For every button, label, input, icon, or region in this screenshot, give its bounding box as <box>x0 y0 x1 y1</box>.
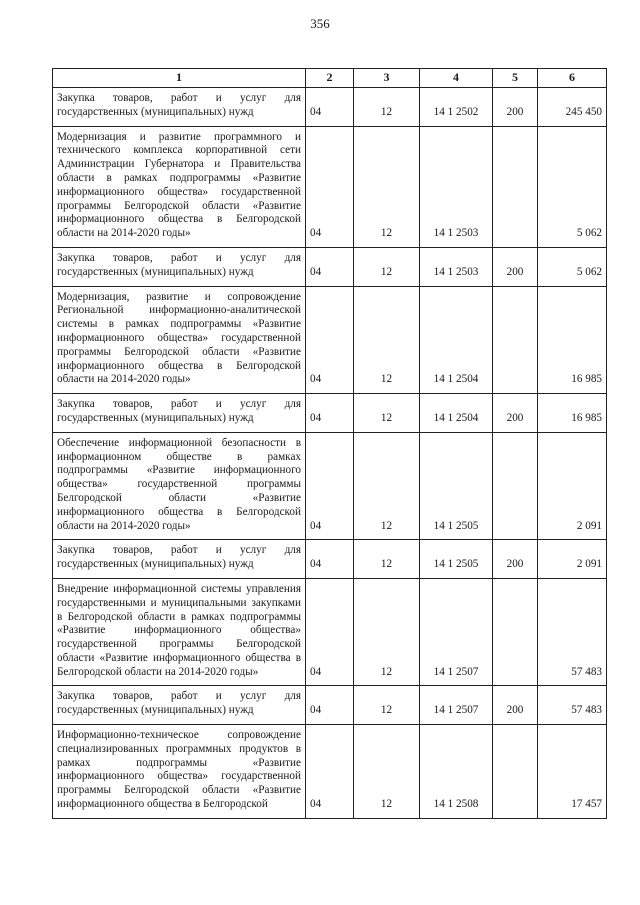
row-amount-cell: 245 450 <box>538 88 607 127</box>
row-subsection-cell: 12 <box>354 126 420 247</box>
row-name-cell: Закупка товаров, работ и услуг для государственных (муниципальных) нужд <box>53 540 306 579</box>
table-header-row <box>53 69 607 88</box>
table-row <box>53 578 607 686</box>
row-subsection-cell: 12 <box>354 578 420 686</box>
column-header-6: 6 <box>538 69 607 88</box>
row-expense-type-cell: 200 <box>493 540 538 579</box>
row-subsection-cell: 12 <box>354 286 420 394</box>
row-name-cell: Закупка товаров, работ и услуг для государственных (муниципальных) нужд <box>53 88 306 127</box>
row-subsection-cell: 12 <box>354 88 420 127</box>
table-row <box>53 394 607 433</box>
row-subsection-cell: 12 <box>354 686 420 725</box>
row-expense-type-cell: 200 <box>493 394 538 433</box>
row-expense-type-cell: 200 <box>493 88 538 127</box>
row-subsection-cell: 12 <box>354 394 420 433</box>
table-row <box>53 88 607 127</box>
row-section-cell: 04 <box>306 126 354 247</box>
row-section-cell: 04 <box>306 540 354 579</box>
row-subsection-cell: 12 <box>354 540 420 579</box>
row-target-article-cell: 14 1 2507 <box>420 578 493 686</box>
row-expense-type-cell <box>493 432 538 540</box>
row-section-cell: 04 <box>306 247 354 286</box>
row-expense-type-cell <box>493 578 538 686</box>
row-expense-type-cell <box>493 126 538 247</box>
row-name-cell: Обеспечение информационной безопасности в информационном обществе в рамках подпрограммы «Развитие информационного общества» государственной программы Белгородской области «Развитие информационного общества в Белгородской области на 2014-2020 годы» <box>53 432 306 540</box>
row-target-article-cell: 14 1 2504 <box>420 394 493 433</box>
row-section-cell: 04 <box>306 725 354 819</box>
table-row <box>53 247 607 286</box>
row-expense-type-cell <box>493 725 538 819</box>
row-name-cell: Модернизация, развитие и сопровождение Региональной информационно-аналитической системы в рамках подпрограммы «Развитие информационного общества» государственной программы Белгородской области «Развитие информационного общества в Белгородской области на 2014-2020 годы» <box>53 286 306 394</box>
row-name-cell: Информационно-техническое сопровождение специализированных программных продуктов в рамках подпрограммы «Развитие информационного общества» государственной программы Белгородской области «Развитие информационного общества в Белгородской <box>53 725 306 819</box>
row-expense-type-cell: 200 <box>493 247 538 286</box>
row-section-cell: 04 <box>306 286 354 394</box>
column-header-4: 4 <box>420 69 493 88</box>
row-target-article-cell: 14 1 2504 <box>420 286 493 394</box>
table-row <box>53 686 607 725</box>
row-amount-cell: 2 091 <box>538 432 607 540</box>
column-header-5: 5 <box>493 69 538 88</box>
row-subsection-cell: 12 <box>354 725 420 819</box>
row-target-article-cell: 14 1 2503 <box>420 247 493 286</box>
row-section-cell: 04 <box>306 88 354 127</box>
row-amount-cell: 5 062 <box>538 126 607 247</box>
row-amount-cell: 16 985 <box>538 394 607 433</box>
page-number: 356 <box>310 16 330 31</box>
table-row <box>53 540 607 579</box>
row-name-cell: Модернизация и развитие программного и технического комплекса корпоративной сети Администрации Губернатора и Правительства области в рамках подпрограммы «Развитие информационного общества» государственной программы Белгородской области «Развитие информационного общества в Белгородской области на 2014-2020 годы» <box>53 126 306 247</box>
row-expense-type-cell: 200 <box>493 686 538 725</box>
table-row <box>53 432 607 540</box>
row-subsection-cell: 12 <box>354 432 420 540</box>
row-amount-cell: 2 091 <box>538 540 607 579</box>
row-section-cell: 04 <box>306 578 354 686</box>
column-header-3: 3 <box>354 69 420 88</box>
row-target-article-cell: 14 1 2503 <box>420 126 493 247</box>
row-name-cell: Закупка товаров, работ и услуг для государственных (муниципальных) нужд <box>53 394 306 433</box>
column-header-1: 1 <box>53 69 306 88</box>
row-section-cell: 04 <box>306 394 354 433</box>
row-section-cell: 04 <box>306 686 354 725</box>
table-row <box>53 725 607 819</box>
row-name-cell: Внедрение информационной системы управления государственными и муниципальными закупками в Белгородской области в рамках подпрограммы «Развитие информационного общества» государственной программы Белгородской области «Развитие информационного общества в Белгородской области на 2014-2020 годы» <box>53 578 306 686</box>
table-row <box>53 286 607 394</box>
row-amount-cell: 17 457 <box>538 725 607 819</box>
budget-table <box>52 68 607 819</box>
row-subsection-cell: 12 <box>354 247 420 286</box>
row-expense-type-cell <box>493 286 538 394</box>
row-target-article-cell: 14 1 2508 <box>420 725 493 819</box>
row-target-article-cell: 14 1 2505 <box>420 540 493 579</box>
row-section-cell: 04 <box>306 432 354 540</box>
row-name-cell: Закупка товаров, работ и услуг для государственных (муниципальных) нужд <box>53 686 306 725</box>
row-target-article-cell: 14 1 2507 <box>420 686 493 725</box>
row-target-article-cell: 14 1 2505 <box>420 432 493 540</box>
row-target-article-cell: 14 1 2502 <box>420 88 493 127</box>
row-name-cell: Закупка товаров, работ и услуг для государственных (муниципальных) нужд <box>53 247 306 286</box>
column-header-2: 2 <box>306 69 354 88</box>
table-row <box>53 126 607 247</box>
row-amount-cell: 57 483 <box>538 578 607 686</box>
row-amount-cell: 57 483 <box>538 686 607 725</box>
row-amount-cell: 5 062 <box>538 247 607 286</box>
row-amount-cell: 16 985 <box>538 286 607 394</box>
